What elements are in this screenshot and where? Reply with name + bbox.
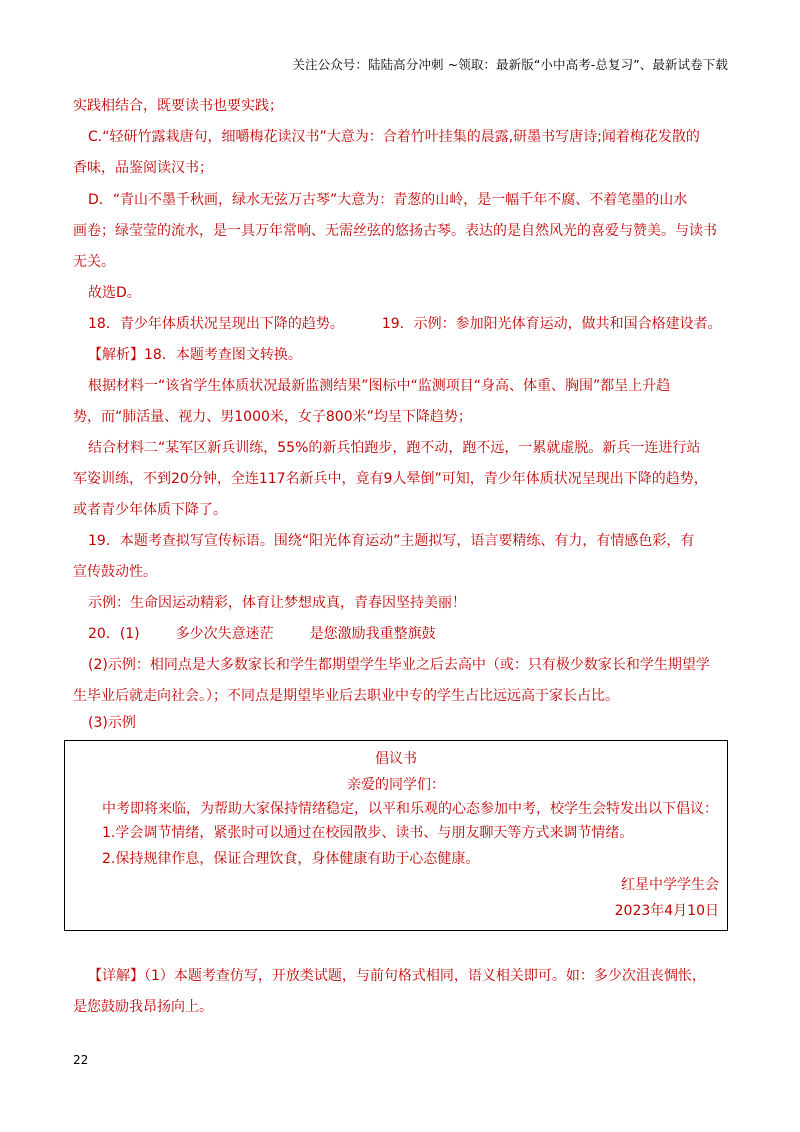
answer-20-part2: 是您激励我重整旗鼓: [309, 626, 436, 642]
text-line: 画卷；绿莹莹的流水，是一具万年常响、无需丝弦的悠扬古琴。表达的是自然风光的喜爱与赞美。与读书: [73, 223, 717, 239]
letter-title: 倡议书: [375, 751, 417, 767]
letter-item-2: 2.保持规律作息，保证合理饮食，身体健康有助于心态健康。: [102, 851, 480, 867]
text-line: 军姿训练，不到20分钟，全连117名新兵中，竟有9人晕倒”可知，青少年体质状况呈现出下降的趋势，: [73, 471, 708, 487]
text-line: 19．本题考查拟写宣传标语。围绕“阳光体育运动”主题拟写，语言要精练、有力，有情感色彩，有: [88, 533, 695, 549]
letter-item-1: 1.学会调节情绪，紧张时可以通过在校园散步、读书、与朋友聊天等方式来调节情绪。: [102, 825, 634, 841]
page-number: 22: [73, 1053, 89, 1067]
text-line: 宣传鼓动性。: [73, 564, 157, 580]
letter-signature: 红星中学学生会: [621, 877, 719, 893]
text-line: C.“轻研竹露栽唐句，细嚼梅花读汉书”大意为：合着竹叶挂集的晨露,研墨书写唐诗;闻着梅花发散的: [88, 129, 700, 145]
text-line: 无关。: [73, 254, 115, 270]
text-line: 香味，品鉴阅读汉书；: [73, 160, 213, 176]
text-line: 根据材料一“该省学生体质状况最新监测结果”图标中“监测项目“身高、体重、胸围”都呈上升趋: [88, 378, 671, 394]
text-line: 实践相结合，既要读书也要实践；: [73, 98, 283, 114]
text-line: (3)示例: [88, 715, 136, 731]
letter-greeting: 亲爱的同学们：: [347, 777, 445, 793]
answer-18: 18．青少年体质状况呈现出下降的趋势。: [88, 316, 344, 332]
answer-20-part1: 多少次失意迷茫: [175, 626, 274, 642]
text-line: 或者青少年体质下降了。: [73, 502, 227, 518]
page-header: 关注公众号：陆陆高分冲刺 ~领取：最新版“小中高考-总复习”、最新试卷下载: [292, 57, 728, 72]
explanation-heading: 【详解】（1）本题考查仿写，开放类试题，与前句格式相同，语义相关即可。如：多少次沮丧惆怅，: [88, 968, 706, 984]
answer-line: [88, 314, 748, 334]
text-line: 是您鼓励我昂扬向上。: [73, 999, 213, 1015]
letter-date: 2023年4月10日: [614, 903, 719, 919]
question-20-label: 20．(1): [88, 626, 140, 642]
text-line: 示例：生命因运动精彩，体育让梦想成真，青春因坚持美丽！: [88, 595, 466, 611]
answer-line: [88, 624, 748, 644]
answer-19: 19．示例：参加阳光体育运动，做共和国合格建设者。: [381, 316, 722, 332]
analysis-heading: 【解析】18．本题考查图文转换。: [88, 347, 302, 363]
text-line: 势，而“肺活量、视力、男1000米，女子800米”均呈下降趋势；: [73, 409, 472, 425]
text-line: 生毕业后就走向社会。）；不同点是期望毕业后去职业中专的学生占比远远高于家长占比。: [73, 688, 619, 704]
text-line: 故选D。: [88, 285, 141, 301]
text-line: 结合材料二“某军区新兵训练，55%的新兵怕跑步，跑不动，跑不远，一累就虚脱。新兵一连进行站: [88, 440, 701, 456]
letter-intro: 中考即将来临，为帮助大家保持情绪稳定，以平和乐观的心态参加中考，校学生会特发出以下倡议：: [102, 801, 718, 817]
text-line: (2)示例：相同点是大多数家长和学生都期望学生毕业之后去高中（或：只有极少数家长和学生期望学: [88, 657, 710, 673]
proposal-letter-box: [64, 740, 728, 931]
text-line: D．“青山不墨千秋画，绿水无弦万古琴”大意为：青葱的山岭，是一幅千年不腐、不着笔墨的山水: [88, 192, 688, 208]
